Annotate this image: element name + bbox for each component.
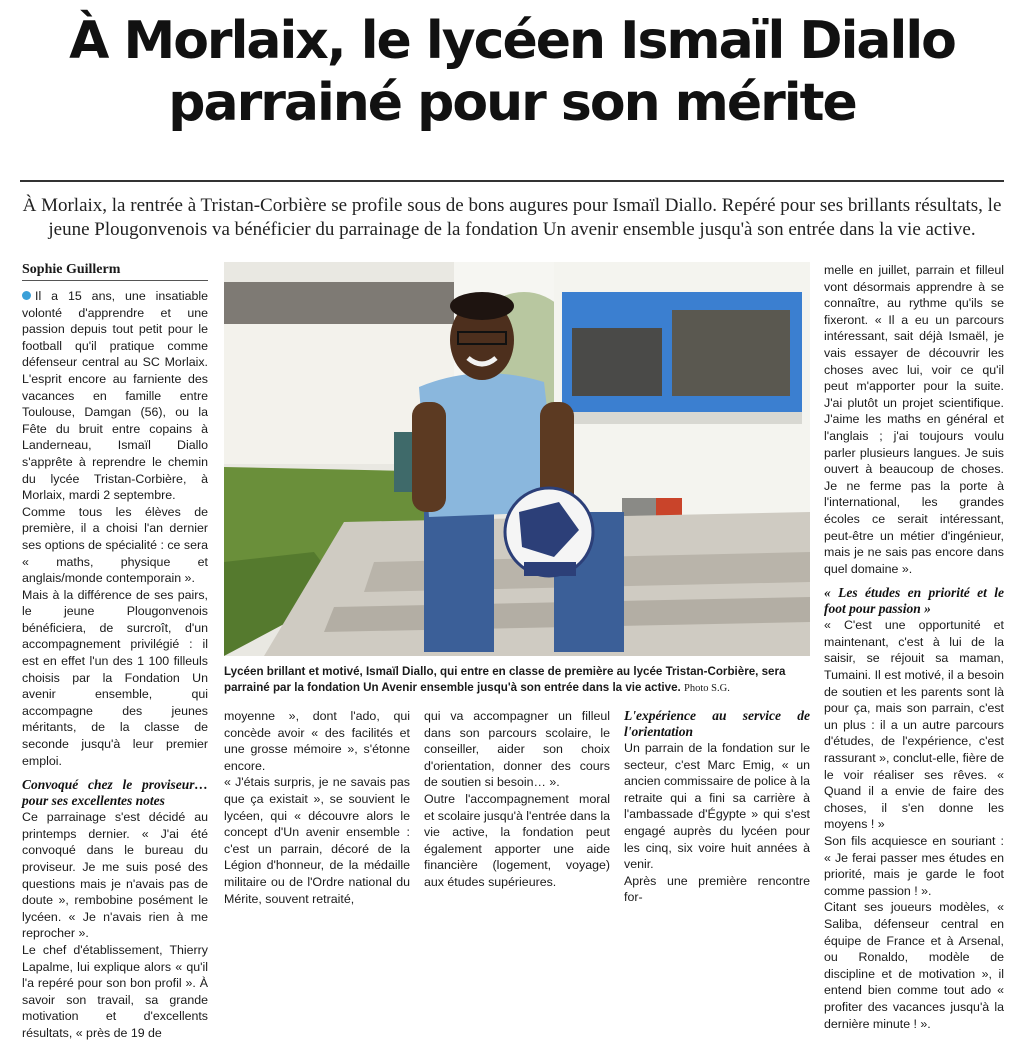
subheading-proviseur: Convoqué chez le proviseur… pour ses excellentes notes — [22, 777, 208, 809]
col3-paragraph-1: qui va accompagner un filleul dans son parcours scolaire, le conseiller, aider son choix d'orientation, donner des cours de soutien si besoin… ». — [424, 709, 610, 790]
col4-paragraph-1: Un parrain de la fondation sur le secteur, c'est Marc Emig, « un ancien commissaire de police à la retraite qui a fini sa carrière à l'ambassade d'Égypte » qui s'est engagé auprès du lycéen pour les cinq, six voire huit années à venir. — [624, 741, 810, 872]
col5-paragraph-2: « C'est une opportunité et maintenant, c'est à lui de la saisir, se réjouit sa maman, Tumaini. Il est motivé, il a besoin de soutien et les parents sont là pour ça, mais son parrain, c'est un plus : il a un autre parcours d'études, de l'expérience, c'est rassurant », conclut-elle, fière de le voir réaliser ses rêves. « Quand il a envie de faire des choses, il s'en donne les moyens ! » — [824, 618, 1004, 832]
subheading-etudes: « Les études en priorité et le foot pour passion » — [824, 585, 1004, 617]
article-lead: À Morlaix, la rentrée à Tristan-Corbière se profile sous de bons augures pour Ismaïl Diallo. Repéré pour ses brillants résultats, le jeune Plougonvenois va bénéficier du parrainage de la fondation Un avenir ensemble jusqu'à son entrée dans la vie active. — [22, 195, 1002, 240]
col3-paragraph-2: Outre l'accompagnement moral et scolaire jusqu'à l'entrée dans la vie active, la fondation peut également apporter une aide financière (logement, voyage) aux études supérieures. — [424, 791, 610, 889]
col1-paragraph-2: Comme tous les élèves de première, il a choisi l'an dernier ses options de spécialité : ce sera « maths, physique et anglais/monde contemporain ». — [22, 504, 208, 586]
article-headline — [0, 10, 1024, 134]
col1-paragraph-5: Le chef d'établissement, Thierry Lapalme, lui explique alors « qu'il l'a repéré pour son bon profil ». À savoir son travail, sa grande motivation et d'excellents résultats, « près de 19 de — [22, 942, 208, 1040]
byline-divider — [22, 280, 208, 281]
col1-paragraph-3: Mais à la différence de ses pairs, le jeune Plougonvenois bénéficiera, de surcroît, d'un accompagnement privilégié : il est en effet l'un des 1 100 filleuls choisis par la Fondation Un avenir ensemble, qui accompagne des jeunes méritants, de la classe de seconde jusqu'à leur premier emploi. — [22, 587, 208, 768]
col1-paragraph-1: Il a 15 ans, une insatiable volonté d'apprendre et une passion depuis tout petit pour le football qu'il pratique comme défenseur central au SC Morlaix. L'esprit encore au farniente des vacances en famille entre Toulouse, Damgan (56), ou la Fête du bruit entre copains à Landerneau, Ismaïl Diallo s'apprête à reprendre le chemin du lycée Tristan-Corbière, à Morlaix, mardi 2 septembre. — [22, 289, 208, 503]
col5-paragraph-4: Citant ses joueurs modèles, « Saliba, défenseur central en équipe de France et à Arsenal, ou Ronaldo, modèle de discipline et de motivation », il entend bien comme tout ado « profiter des vacances jusqu'à la dernière minute ! ». — [824, 900, 1004, 1031]
col2-paragraph-1: moyenne », dont l'ado, qui concède avoir « des facilités et une grosse mémoire », s'étonne encore. — [224, 709, 410, 773]
text-column-3 — [424, 708, 610, 891]
col4-paragraph-2: Après une première rencontre for- — [624, 873, 810, 905]
col5-paragraph-1: melle en juillet, parrain et filleul vont désormais apprendre à se connaître, au rythme qu'ils se fixeront. « Il a eu un parcours intéressant, sait déjà Ismaël, je vais essayer de découvrir les choses avec lui, voir ce qu'il peut m'apporter pour la suite. J'ai plutôt un projet scientifique. J'aime les maths en général et l'anglais ; j'ai toujours voulu parler plusieurs langues. Je suis ouvert à beaucoup de choses. Je ne ferme pas la porte à l'international, les grandes écoles ce serait intéressant, peut-être un métier d'ingénieur, mais je ne sais pas encore dans quel domaine ». — [824, 263, 1004, 576]
photo-caption — [224, 664, 810, 697]
text-column-5 — [824, 262, 1004, 1032]
byline: Sophie Guillerm — [22, 262, 121, 277]
caption-text: Lycéen brillant et motivé, Ismaïl Diallo, qui entre en classe de première au lycée Tristan-Corbière, sera parrainé par la fondation Un Avenir ensemble jusqu'à son entrée dans la vie active. — [224, 665, 786, 694]
col5-paragraph-3: Son fils acquiesce en souriant : « Je ferai passer mes études en priorité, mais je garde le foot comme passion ! ». — [824, 834, 1004, 898]
photo-illustration — [224, 262, 810, 656]
col1-paragraph-4: Ce parrainage s'est décidé au printemps dernier. « J'ai été convoqué dans le bureau du proviseur. Je me suis posé des questions mais je n'avais pas de doute », rembobine posément le lycéen. « Je n'avais rien à me reprocher ». — [22, 810, 208, 941]
col2-paragraph-2: « J'étais surpris, je ne savais pas que ça existait », se souvient le lycéen, qui « découvre alors le concept d'Un avenir ensemble : c'est un parrain, décoré de la Légion d'honneur, de la médaille militaire ou de l'Ordre national du Mérite, souvent retraité, — [224, 775, 410, 906]
text-column-1 — [22, 288, 208, 1042]
subheading-orientation: L'expérience au service de l'orientation — [624, 708, 810, 739]
photo-credit: Photo S.G. — [684, 683, 730, 694]
text-column-2 — [224, 708, 410, 907]
bullet-icon — [22, 291, 31, 300]
article-photo — [224, 262, 810, 656]
text-column-4 — [624, 708, 810, 906]
headline-line-1: À Morlaix, le lycéen Ismaïl Diallo — [69, 11, 955, 71]
headline-line-2: parrainé pour son mérite — [168, 73, 856, 133]
headline-divider — [20, 180, 1004, 182]
